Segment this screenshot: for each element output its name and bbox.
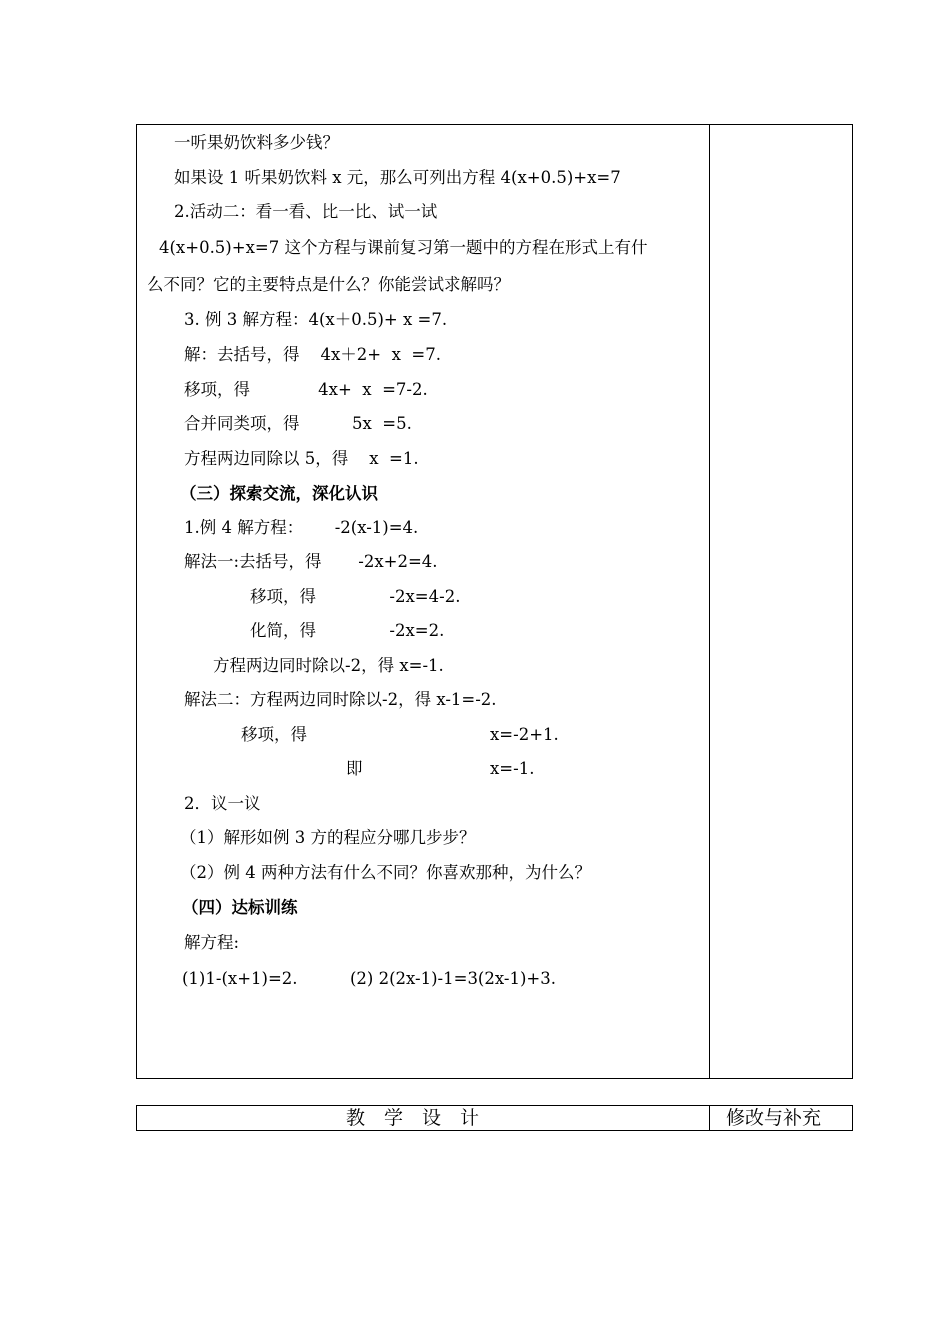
section-heading: （四）达标训练 xyxy=(182,898,298,917)
solution-step: 解法一:去括号，得 -2x+2=4. xyxy=(184,552,438,571)
exercise-label: 解方程: xyxy=(184,933,240,952)
solution-step: 化简，得 -2x=2. xyxy=(250,621,445,640)
discussion-heading: 2．议一议 xyxy=(184,794,261,813)
solution-step: 即 xyxy=(346,759,363,778)
design-header: 教 学 设 计 xyxy=(346,1107,480,1129)
lesson-table xyxy=(136,124,853,1079)
solution-step: 移项，得 4x+ x =7-2. xyxy=(184,380,428,399)
solution-step: 方程两边同时除以-2，得 x=-1. xyxy=(213,656,444,675)
text-line: 如果设 1 听果奶饮料 x 元，那么可列出方程 4(x+0.5)+x=7 xyxy=(174,168,621,187)
discussion-question: （1）解形如例 3 方的程应分哪几步步？ xyxy=(180,828,476,847)
section-heading: （三）探索交流，深化认识 xyxy=(180,484,378,503)
text-line: 么不同？它的主要特点是什么？你能尝试求解吗？ xyxy=(147,275,510,294)
revision-header: 修改与补充 xyxy=(726,1107,822,1129)
solution-step: 移项，得 xyxy=(241,725,307,744)
exercise-equations: (1)1-(x+1)=2. (2) 2(2x-1)-1=3(2x-1)+3. xyxy=(182,969,556,988)
solution-step: x=-2+1. xyxy=(490,725,559,744)
text-line: 4(x+0.5)+x=7 这个方程与课前复习第一题中的方程在形式上有什 xyxy=(159,238,648,257)
solution-step: 解法二：方程两边同时除以-2，得 x-1=-2. xyxy=(184,690,497,709)
text-line: 2.活动二：看一看、比一比、试一试 xyxy=(174,202,438,221)
solution-step: 移项，得 -2x=4-2. xyxy=(250,587,461,606)
solution-step: 方程两边同除以 5，得 x =1. xyxy=(184,449,419,468)
discussion-question: （2）例 4 两种方法有什么不同？你喜欢那种，为什么？ xyxy=(180,863,591,882)
column-divider xyxy=(709,1105,710,1131)
example-3-heading: 3. 例 3 解方程：4(x＋0.5)+ x =7. xyxy=(184,310,448,329)
solution-step: 解：去括号，得 4x＋2+ x =7. xyxy=(184,345,441,364)
solution-step: x=-1. xyxy=(490,759,535,778)
column-divider xyxy=(709,124,710,1079)
text-line: 一听果奶饮料多少钱？ xyxy=(174,133,339,152)
example-4-heading: 1.例 4 解方程： -2(x-1)=4. xyxy=(184,518,419,537)
solution-step: 合并同类项，得 5x =5. xyxy=(184,414,412,433)
